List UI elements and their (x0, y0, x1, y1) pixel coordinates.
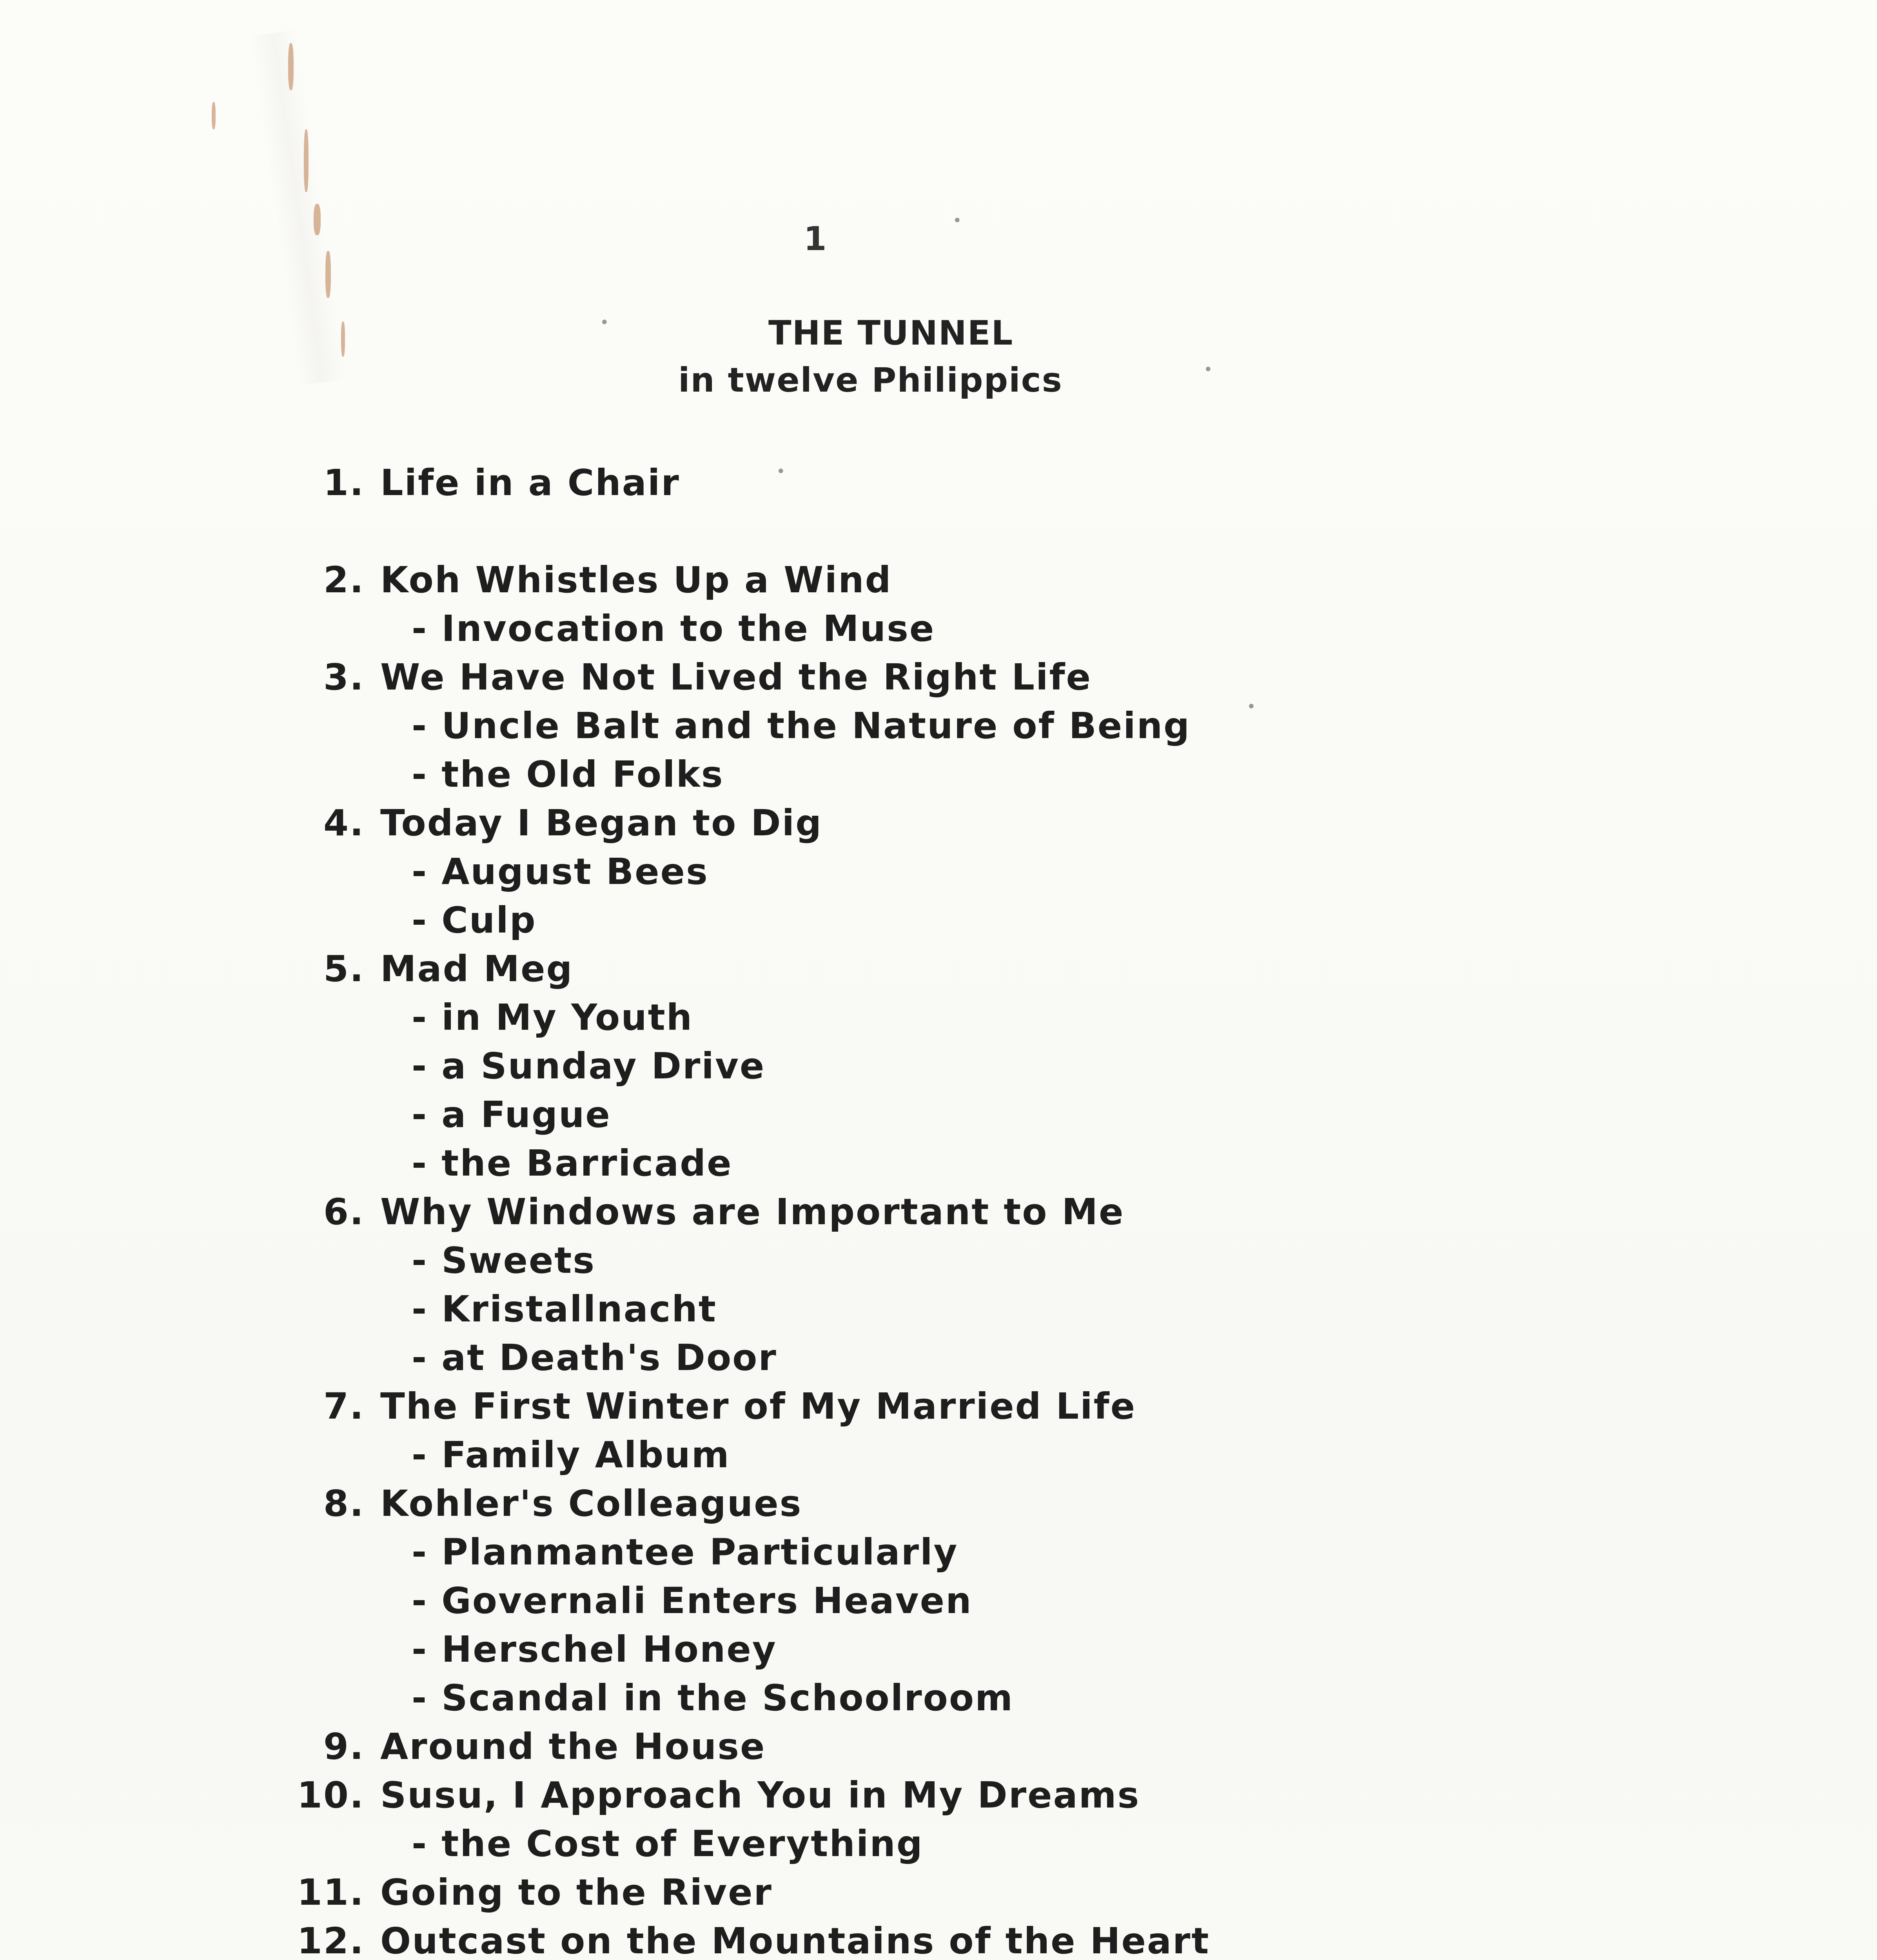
chapter-entry (282, 945, 1772, 993)
chapter-number: 3. (323, 656, 365, 698)
chapter-title: Around the House (380, 1726, 766, 1768)
chapter-number: 2. (323, 559, 365, 601)
section-entry: - Governali Enters Heaven (412, 1580, 973, 1622)
stain-mark (288, 43, 294, 90)
stain-mark (212, 102, 216, 129)
stain-mark (304, 129, 309, 192)
document-subtitle: in twelve Philippics (678, 361, 1063, 400)
stain-mark (341, 321, 345, 357)
chapter-number: 6. (323, 1191, 365, 1233)
chapter-entry (282, 556, 1772, 604)
section-entry: - Herschel Honey (412, 1628, 777, 1670)
chapter-title: Outcast on the Mountains of the Heart (380, 1920, 1210, 1960)
section-entry: - the Barricade (412, 1142, 733, 1184)
chapter-entry (282, 653, 1772, 702)
chapter-number: 8. (323, 1483, 365, 1524)
chapter-entry (282, 1771, 1772, 1820)
paper-crease (250, 30, 346, 386)
chapter-entry (282, 1479, 1772, 1528)
chapter-entry (282, 1917, 1772, 1960)
chapter-number: 7. (323, 1385, 365, 1427)
section-entry: - Culp (412, 899, 537, 941)
stain-mark (325, 251, 331, 298)
section-entry: - Kristallnacht (412, 1288, 717, 1330)
section-entry: - Sweets (412, 1240, 595, 1281)
document-title: THE TUNNEL (768, 314, 1014, 353)
chapter-entry (282, 1382, 1772, 1431)
ink-speck: • (953, 212, 962, 230)
chapter-entry (282, 1188, 1772, 1236)
chapter-title: Koh Whistles Up a Wind (380, 559, 892, 601)
chapter-entry (282, 1868, 1772, 1917)
chapter-title: The First Winter of My Married Life (380, 1385, 1136, 1427)
chapter-number: 9. (323, 1726, 365, 1768)
section-entry: - Scandal in the Schoolroom (412, 1677, 1014, 1719)
chapter-number: 11. (297, 1871, 365, 1913)
chapter-entry (282, 459, 1772, 507)
chapter-entry (282, 799, 1772, 848)
chapter-number: 5. (323, 948, 365, 990)
chapter-number: 1. (323, 462, 365, 504)
page-number: 1 (804, 220, 827, 258)
chapter-title: Why Windows are Important to Me (380, 1191, 1125, 1233)
chapter-title: Going to the River (380, 1871, 773, 1913)
section-entry: - Family Album (412, 1434, 730, 1476)
chapter-entry (282, 1722, 1772, 1771)
section-entry: - Invocation to the Muse (412, 608, 935, 650)
chapter-title: Today I Began to Dig (380, 802, 823, 844)
section-entry: - a Fugue (412, 1094, 611, 1136)
chapter-title: Mad Meg (380, 948, 574, 990)
chapter-title: Susu, I Approach You in My Dreams (380, 1774, 1140, 1816)
stain-mark (314, 204, 321, 235)
section-entry: - a Sunday Drive (412, 1045, 766, 1087)
ink-speck: • (1204, 361, 1213, 379)
section-entry: - the Old Folks (412, 753, 724, 795)
chapter-title: Life in a Chair (380, 462, 680, 504)
chapter-title: We Have Not Lived the Right Life (380, 656, 1092, 698)
chapter-title: Kohler's Colleagues (380, 1483, 802, 1524)
section-entry: - August Bees (412, 851, 709, 893)
ink-speck: • (776, 463, 786, 481)
chapter-number: 10. (297, 1774, 365, 1816)
table-of-contents (282, 459, 1772, 1960)
ink-speck: • (600, 314, 609, 332)
section-entry: - Planmantee Particularly (412, 1531, 958, 1573)
chapter-number: 12. (297, 1920, 365, 1960)
chapter-number: 4. (323, 802, 365, 844)
section-entry: - the Cost of Everything (412, 1823, 924, 1865)
section-entry: - in My Youth (412, 996, 693, 1038)
section-entry: - at Death's Door (412, 1337, 777, 1379)
section-entry: - Uncle Balt and the Nature of Being (412, 705, 1191, 747)
ink-speck: • (1247, 698, 1256, 716)
